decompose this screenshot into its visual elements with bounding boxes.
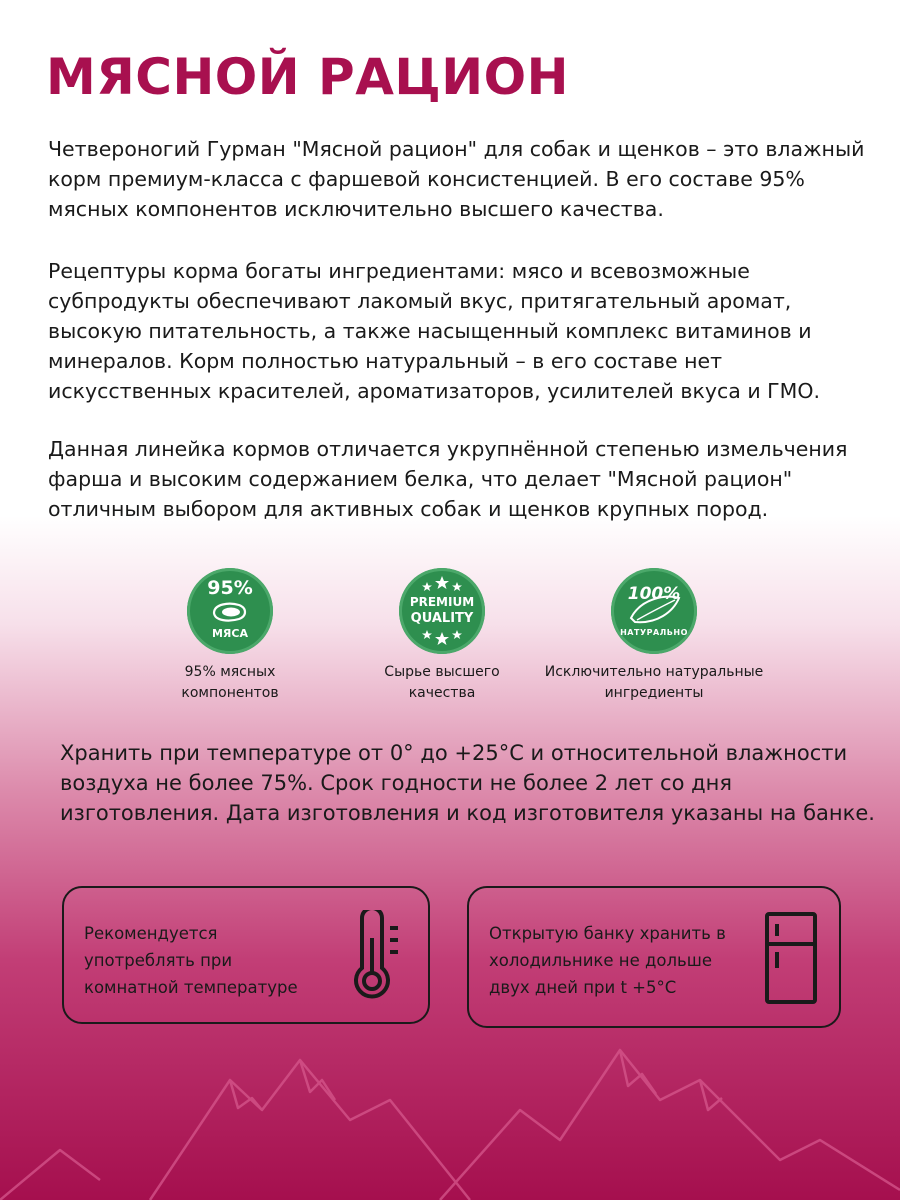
mountains-decoration (0, 1040, 900, 1200)
leaf-icon (611, 568, 697, 654)
page-title: МЯСНОЙ РАЦИОН (46, 48, 569, 106)
natural-100-icon (611, 568, 697, 654)
badge-top-text: 95% (207, 577, 253, 599)
card-room-temperature (62, 886, 430, 1024)
badge-caption: Сырье высшего качества (384, 664, 500, 701)
badge-bottom-text: МЯСА (211, 627, 248, 640)
steak-icon (211, 601, 249, 623)
badge-meat-content (110, 568, 350, 704)
card-text: Открытую банку хранить в холодильнике не дольше двух дней при t +5°С (489, 924, 726, 997)
badge-top-text: 100% (627, 584, 681, 604)
refrigerator-icon (763, 910, 819, 1006)
badge-bottom-text: НАТУРАЛЬНО (620, 628, 688, 637)
badge-caption: Исключительно натуральные ингредиенты (544, 664, 764, 701)
description-paragraph-2: Рецептуры корма богаты ингредиентами: мясо и всевозможные субпродукты обеспечивают лакомый вкус, притягательный аромат, высокую питательность, а также насыщенный комплекс витаминов и минералов. Корм полностью натуральный – в его составе нет искусственных красителей, ароматизаторов, усилителей вкуса и ГМО. (48, 259, 821, 403)
badge-bottom-text: QUALITY (410, 611, 474, 626)
card-fridge-storage (467, 886, 841, 1028)
badge-top-text: PREMIUM (409, 595, 475, 609)
storage-conditions: Хранить при температуре от 0° до +25°С и относительной влажности воздуха не более 75%. Срок годности не более 2 лет со дня изготовления. Дата изготовления и код изготовителя указаны на банке. (60, 741, 875, 825)
description-paragraph-3: Данная линейка кормов отличается укрупнённой степенью измельчения фарша и высоким содержанием белка, что делает "Мясной рацион" отличным выбором для активных собак и щенков крупных пород. (48, 437, 848, 521)
description-paragraph-1: Четвероногий Гурман "Мясной рацион" для собак и щенков – это влажный корм премиум-класса с фаршевой консистенцией. В его составе 95% мясных компонентов исключительно высшего качества. (48, 137, 865, 221)
badge-natural (534, 568, 774, 704)
badge-caption: 95% мясных компонентов (181, 664, 279, 701)
thermometer-icon (350, 910, 410, 1002)
badge-premium-quality (322, 568, 562, 704)
card-text: Рекомендуется употреблять при комнатной температуре (84, 924, 298, 997)
premium-quality-icon (399, 568, 485, 654)
meat-95-percent-icon (187, 568, 273, 654)
